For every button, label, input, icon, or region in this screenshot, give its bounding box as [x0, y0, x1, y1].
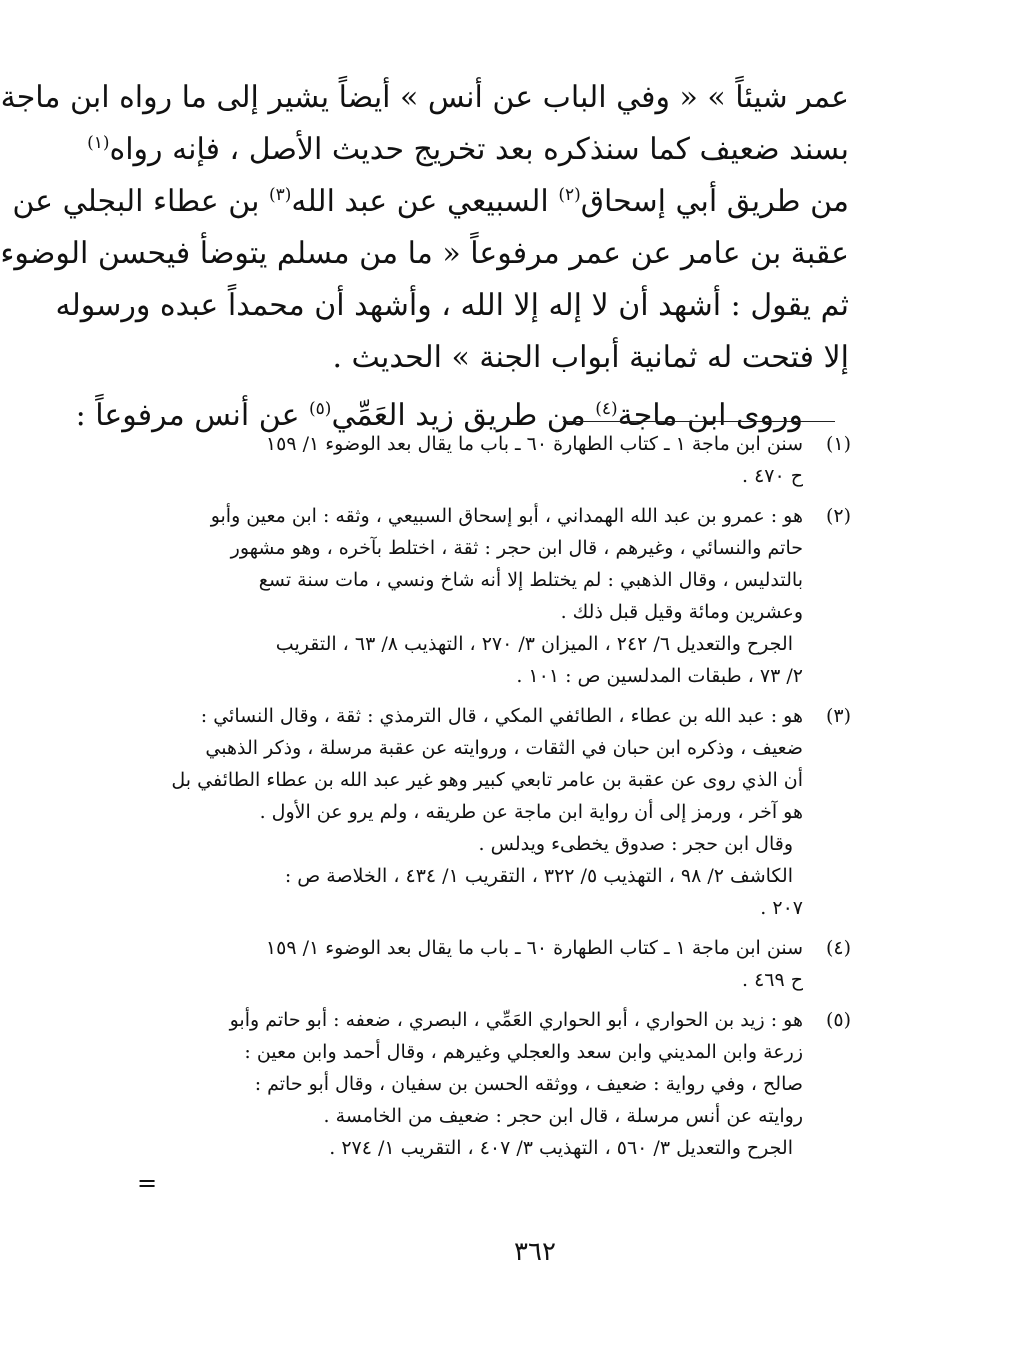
main-line-5: ثم يقول : أشهد أن لا إله إلا الله ، وأشهد أن محمداً عبده ورسوله — [55, 288, 849, 323]
footnote-number: (٤) — [825, 937, 851, 959]
footnote-line: وعشرين ومائة وقيل قبل ذلك . — [560, 601, 803, 623]
footnote-number: (٥) — [825, 1009, 851, 1031]
footnote-line: ح ٤٦٩ . — [741, 969, 803, 991]
footnote-line: ح ٤٧٠ . — [741, 465, 803, 487]
footnote-line: سنن ابن ماجة ١ ـ كتاب الطهارة ٦٠ ـ باب ما يقال بعد الوضوء ١/ ١٥٩ — [265, 937, 803, 959]
footnote-line: بالتدليس ، وقال الذهبي : لم يختلط إلا أنه شاخ ونسي ، مات سنة تسع — [258, 569, 803, 591]
main-line-3-part-1: من طريق أبي إسحاق — [580, 184, 849, 219]
main-line-3 — [12, 176, 849, 228]
footnote-ref-2: (٢) — [558, 185, 581, 205]
main-line-6: إلا فتحت له ثمانية أبواب الجنة » الحديث . — [332, 340, 849, 375]
footnote-source-line: الجرح والتعديل ٦/ ٢٤٢ ، الميزان ٣/ ٢٧٠ ، التهذيب ٨/ ٦٣ ، التقريب — [275, 633, 793, 655]
footnote-2 — [143, 500, 851, 692]
footnote-line: صالح ، وفي رواية : ضعيف ، ووثقه الحسن بن سفيان ، وقال أبو حاتم : — [254, 1073, 803, 1095]
main-line-2-text: بسند ضعيف كما سنذكره بعد تخريج حديث الأصل ، فإنه رواه — [109, 132, 849, 167]
main-text-block — [0, 72, 849, 442]
footnote-source-line: وقال ابن حجر : صدوق يخطىء ويدلس . — [478, 833, 793, 855]
main-line-4: عقبة بن عامر عن عمر مرفوعاً « ما من مسلم يتوضأ فيحسن الوضوء — [0, 236, 849, 271]
footnote-ref-4: (٤) — [595, 399, 618, 419]
footnote-separator — [563, 421, 835, 422]
last-para-part-3: عن أنس مرفوعاً : — [75, 398, 300, 433]
last-para-part-2: من طريق زيد العَمِّي — [331, 398, 586, 433]
footnote-source-line: الجرح والتعديل ٣/ ٥٦٠ ، التهذيب ٣/ ٤٠٧ ، التقريب ١/ ٢٧٤ . — [329, 1137, 793, 1159]
footnote-line: هو : عمرو بن عبد الله الهمداني ، أبو إسحاق السبيعي ، وثقه : ابن معين وأبو — [210, 505, 803, 527]
last-para-part-1: وروى ابن ماجة — [617, 398, 803, 433]
footnote-5 — [143, 1004, 851, 1164]
page-number: ٣٦٢ — [514, 1237, 556, 1267]
footnote-3 — [143, 700, 851, 924]
footnote-source-line: الكاشف ٢/ ٩٨ ، التهذيب ٥/ ٣٢٢ ، التقريب ١/ ٤٣٤ ، الخلاصة ص : — [284, 865, 793, 887]
footnote-ref-1: (١) — [87, 133, 110, 153]
footnote-4 — [143, 932, 851, 996]
footnote-line: هو آخر ، ورمز إلى أن رواية ابن ماجة عن طريقه ، ولم يرو عن الأول . — [259, 801, 803, 823]
footnote-number: (٣) — [825, 705, 851, 727]
footnote-line: حاتم والنسائي ، وغيرهم ، قال ابن حجر : ثقة ، اختلط بآخره ، وهو مشهور — [230, 537, 803, 559]
main-line-3-part-3: بن عطاء البجلي عن — [12, 184, 260, 219]
main-line-1: عمر شيئاً » « وفي الباب عن أنس » أيضاً يشير إلى ما رواه ابن ماجة — [0, 80, 849, 115]
footnote-number: (٢) — [825, 505, 851, 527]
main-line-3-part-2: السبيعي عن عبد الله — [291, 184, 549, 219]
footnote-line: روايته عن أنس مرسلة ، قال ابن حجر : ضعيف من الخامسة . — [323, 1105, 803, 1127]
footnote-source-line: ٢٠٧ . — [760, 897, 803, 919]
continuation-mark: = — [137, 1169, 158, 1197]
footnote-line: سنن ابن ماجة ١ ـ كتاب الطهارة ٦٠ ـ باب ما يقال بعد الوضوء ١/ ١٥٩ — [265, 433, 803, 455]
footnote-line: هو : زيد بن الحواري ، أبو الحواري العَمِّي ، البصري ، ضعفه : أبو حاتم وأبو — [229, 1009, 803, 1031]
footnote-ref-5: (٥) — [309, 399, 332, 419]
footnote-line: هو : عبد الله بن عطاء ، الطائفي المكي ، قال الترمذي : ثقة ، وقال النسائي : — [200, 705, 803, 727]
footnote-1 — [143, 428, 851, 492]
footnote-line: زرعة وابن المديني وابن سعد والعجلي وغيرهم ، وقال أحمد وابن معين : — [244, 1041, 803, 1063]
footnotes-block — [143, 428, 851, 1172]
footnote-number: (١) — [825, 433, 851, 455]
footnote-ref-3: (٣) — [268, 185, 292, 205]
footnote-line: أن الذي روى عن عقبة بن عامر تابعي كبير وهو غير عبد الله بن عطاء الطائفي بل — [171, 769, 803, 791]
footnote-line: ضعيف ، وذكره ابن حبان في الثقات ، وروايته عن عقبة مرسلة ، وذكر الذهبي — [205, 737, 803, 759]
footnote-source-line: ٢/ ٧٣ ، طبقات المدلسين ص : ١٠١ . — [516, 665, 803, 687]
main-line-2 — [87, 124, 849, 176]
